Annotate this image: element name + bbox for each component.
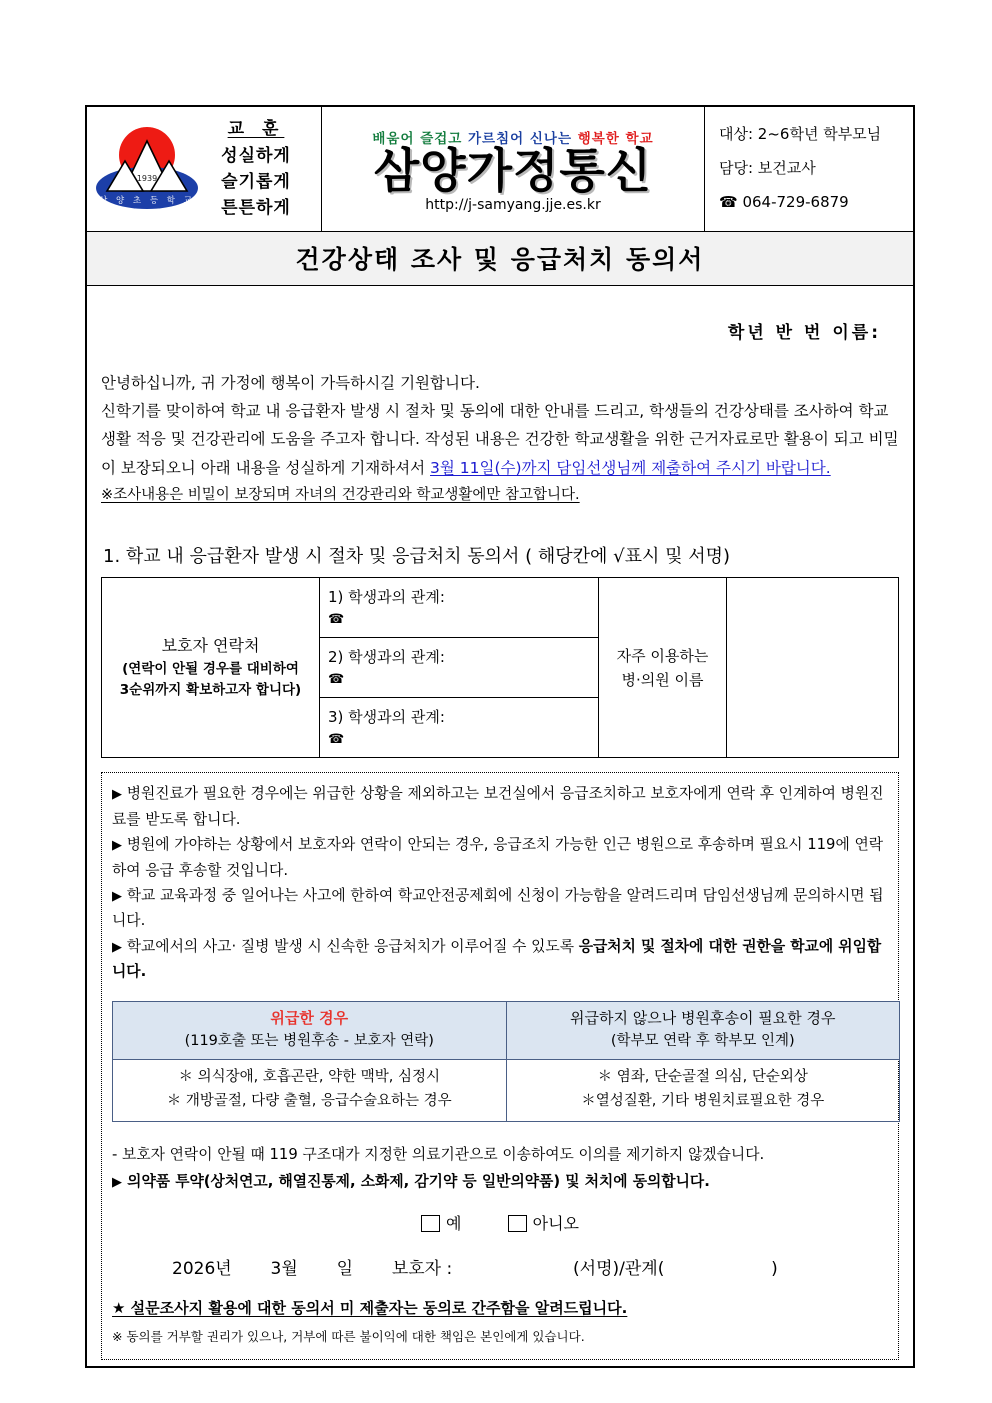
guardian-contact-label (102, 578, 320, 758)
relation-field-2[interactable] (320, 638, 599, 698)
sign-month: 3월 (270, 1259, 298, 1280)
table-header-row (113, 1001, 900, 1060)
footer-star-notice: ★ 설문조사지 활용에 대한 동의서 미 제출자는 동의로 간주함을 알려드립니다. (112, 1299, 628, 1318)
intro-paragraphs (101, 369, 899, 508)
relation-label-3: 3) 학생과의 관계: (328, 708, 445, 727)
urgent-case-title: 위급한 경우 (270, 1008, 349, 1027)
procedure-notice-block (101, 772, 899, 1359)
nonurgent-case-title: 위급하지 않으나 병원후송이 필요한 경우 (570, 1008, 836, 1027)
bullet-arrow-icon: ▶ (112, 939, 122, 955)
consent-section (112, 1142, 888, 1348)
nonurgent-case-item-2: ＊열성질환, 기타 병원치료필요한 경우 (581, 1092, 825, 1109)
phone-icon-3: ☎ (328, 731, 345, 747)
frequent-hospital-input[interactable] (727, 578, 899, 758)
signature-line[interactable] (112, 1254, 888, 1285)
newsletter-title: 삼양가정통신 (373, 143, 653, 199)
urgent-case-items (113, 1060, 507, 1122)
checkbox-yes-label: 예 (445, 1213, 462, 1233)
notice-item-1 (112, 781, 888, 832)
nonurgent-case-subtitle: (학부모 연락 후 학부모 인계) (610, 1032, 795, 1049)
section-1-title: 1. 학교 내 응급환자 발생 시 절차 및 응급처치 동의서 ( 해당칸에 √표시 및 서명) (103, 546, 731, 568)
masthead (87, 107, 913, 232)
relation-label-2: 2) 학생과의 관계: (328, 648, 445, 667)
relation-label-1: 1) 학생과의 관계: (328, 588, 445, 607)
consent-medication-text: 의약품 투약(상처연고, 해열진통제, 소화제, 감기약 등 일반의약품) 및 처치에 동의합니다. (127, 1173, 710, 1190)
guardian-contact-label-sub-2: 3순위까지 확보하고자 합니다) (119, 682, 302, 699)
frequent-hospital-label (599, 578, 727, 758)
school-motto (201, 116, 317, 221)
frequent-hospital-label-1: 자주 이용하는 (616, 646, 709, 665)
consent-medication-line (112, 1169, 888, 1196)
contact-phone: ☎ 064-729-6879 (719, 192, 849, 211)
guardian-contact-label-sub-1: (연락이 안될 경우를 대비하여 (122, 661, 299, 678)
sign-signature-label: (서명)/관계( (573, 1259, 665, 1280)
bullet-arrow-icon: ▶ (112, 787, 122, 803)
notice-item-4-emphasis: 응급처치 및 절차에 대한 권한을 학교에 위임합니다. (112, 937, 882, 981)
notice-item-2 (112, 832, 888, 883)
urgent-case-header (113, 1001, 507, 1060)
student-id-line: 학년 반 번 이름: (727, 323, 881, 343)
relation-field-1[interactable] (320, 578, 599, 638)
sign-close-paren: ) (771, 1259, 778, 1280)
consent-checkbox-row (112, 1210, 888, 1239)
bullet-arrow-icon: ▶ (112, 888, 122, 904)
school-emblem-icon (93, 113, 201, 225)
school-website-url[interactable]: http://j-samyang.jje.es.kr (425, 197, 601, 214)
tagline-word-1: 배움어 (372, 130, 415, 147)
svg-text:1939: 1939 (136, 174, 158, 183)
checkbox-no-label: 아니오 (532, 1213, 580, 1233)
notice-item-3-text: 학교 교육과정 중 일어나는 사고에 한하여 학교안전공제회에 신청이 가능함을 알려드리며 담임선생님께 문의하시면 됩니다. (112, 886, 884, 930)
motto-title: 교 훈 (227, 119, 285, 140)
person-in-charge: 담당: 보건교사 (719, 159, 816, 178)
checkbox-no[interactable] (508, 1215, 527, 1232)
guardian-contact-label-main: 보호자 연락처 (161, 636, 260, 656)
table-row (102, 578, 899, 638)
intro-greeting: 안녕하십니까, 귀 가정에 행복이 가득하시길 기원합니다. (101, 374, 480, 392)
tagline-word-4: 신나는 (529, 130, 573, 147)
sign-year: 2026년 (172, 1259, 232, 1280)
motto-line-3: 튼튼하게 (221, 198, 291, 219)
phone-icon-1: ☎ (328, 611, 345, 627)
nonurgent-case-item-1: ＊ 염좌, 단순골절 의심, 단순외상 (597, 1069, 808, 1086)
sign-day: 일 (336, 1259, 353, 1280)
privacy-note: ※조사내용은 비밀이 보장되며 자녀의 건강관리와 학교생활에만 참고합니다. (101, 486, 580, 503)
notice-item-4-text: 학교에서의 사고· 질병 발생 시 신속한 응급처치가 이루어질 수 있도록 (126, 937, 579, 955)
notice-item-4 (112, 934, 888, 985)
notice-item-2-text: 병원에 가야하는 상황에서 보호자와 연락이 안되는 경우, 응급조치 가능한 인근 병원으로 후송하며 필요시 119에 연락하여 응급 후송할 것입니다. (112, 836, 884, 879)
notice-item-3 (112, 883, 888, 934)
urgent-case-item-2: ＊ 개방골절, 다량 출혈, 응급수술요하는 경우 (166, 1092, 452, 1109)
phone-icon-2: ☎ (328, 671, 345, 687)
consent-transport-line: - 보호자 연락이 안될 때 119 구조대가 지정한 의료기관으로 이송하여도 이의를 제기하지 않겠습니다. (112, 1146, 765, 1164)
masthead-right (705, 107, 913, 231)
target-audience: 대상: 2~6학년 학부모님 (719, 125, 882, 144)
nonurgent-case-items (506, 1060, 900, 1122)
guardian-contact-table (101, 577, 899, 758)
table-row (113, 1060, 900, 1122)
bullet-arrow-icon: ▶ (112, 838, 122, 854)
submission-deadline-highlight: 3월 11일(수)까지 담임선생님께 제출하여 주시기 바랍니다. (430, 458, 831, 477)
tagline-word-5: 행복한 학교 (577, 130, 654, 147)
notice-item-1-text: 병원진료가 필요한 경우에는 위급한 상황을 제외하고는 보건실에서 응급조치하고 보호자에게 연락 후 인계하여 병원진료를 받도록 합니다. (112, 785, 884, 828)
form-sheet (85, 105, 915, 1368)
sign-guardian-label: 보호자 : (391, 1259, 453, 1280)
nonurgent-case-header (506, 1001, 900, 1060)
checkbox-yes[interactable] (421, 1215, 440, 1232)
motto-line-2: 슬기롭게 (221, 172, 291, 192)
relation-field-3[interactable] (320, 698, 599, 758)
document-title: 건강상태 조사 및 응급처치 동의서 (87, 232, 913, 286)
motto-line-1: 성실하게 (221, 145, 291, 166)
urgency-classification-table (112, 1001, 900, 1123)
urgent-case-item-1: ＊ 의식장애, 호흡곤란, 약한 맥박, 심정시 (178, 1069, 440, 1086)
masthead-center (322, 107, 705, 231)
footer-refusal-notice: ※ 동의를 거부할 권리가 있으나, 거부에 따른 불이익에 대한 책임은 본인에게 있습니다. (112, 1329, 585, 1345)
frequent-hospital-label-2: 병·의원 이름 (621, 670, 704, 689)
svg-text:삼 양 초 등 학 교: 삼 양 초 등 학 교 (99, 196, 195, 206)
intro-body-text: 신학기를 맞이하여 학교 내 응급환자 발생 시 절차 및 동의에 대한 안내를 드리고, 학생들의 건강상태를 조사하여 학교생활 적응 및 건강관리에 도움을 주고자 합니다. 작성된 내용은 건강한 학교생활을 위한 근거자료로만 활용이 되고 비밀이 보장되오니 아래 내용을 성실하게 기재하셔서 (101, 402, 899, 477)
tagline-word-3: 가르침어 (468, 130, 525, 147)
intro-body (101, 397, 899, 482)
urgent-case-subtitle: (119호출 또는 병원후송 - 보호자 연락) (184, 1032, 434, 1049)
document-body (87, 286, 913, 1366)
masthead-left (87, 107, 322, 231)
tagline-word-2: 즐겁고 (420, 130, 463, 147)
bullet-arrow-icon: ▶ (112, 1175, 122, 1190)
